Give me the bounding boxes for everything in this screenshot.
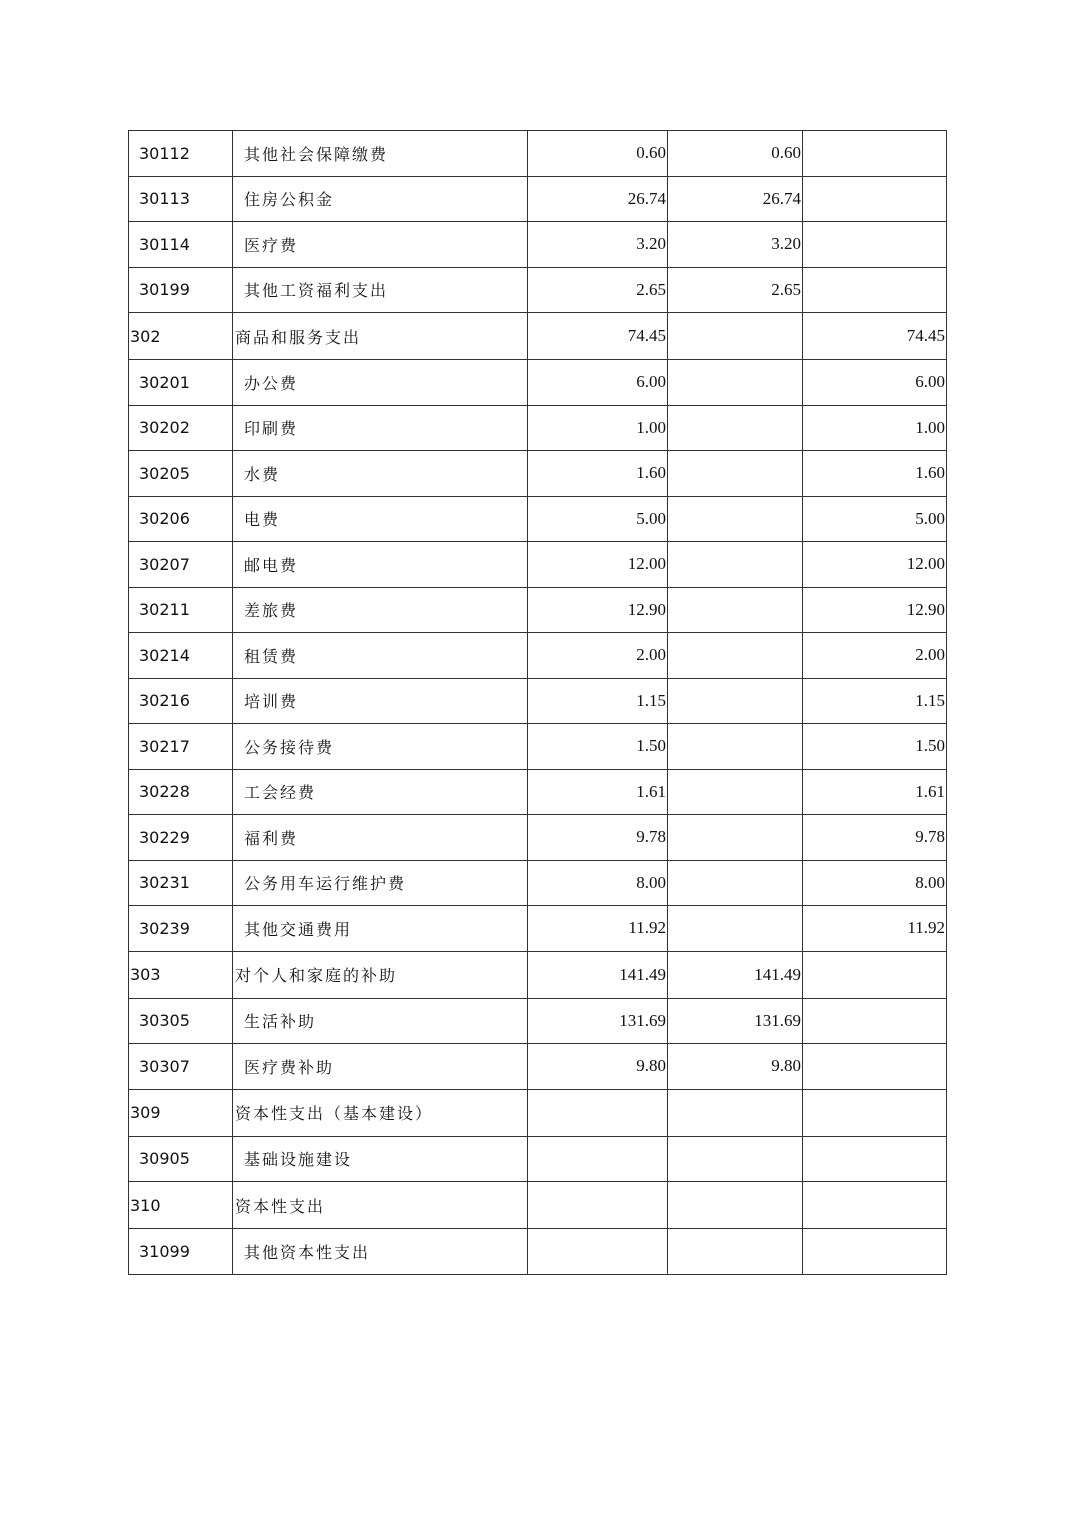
table-body xyxy=(129,131,947,1275)
total-amount-cell: 8.00 xyxy=(528,860,668,906)
project-expenditure-cell xyxy=(803,176,947,222)
total-amount-cell: 2.65 xyxy=(528,267,668,313)
economic-code-cell: 30239 xyxy=(129,906,233,952)
basic-expenditure-cell xyxy=(668,1229,803,1275)
item-name-cell: 电费 xyxy=(233,496,528,542)
item-name-cell: 差旅费 xyxy=(233,587,528,633)
item-name-cell: 水费 xyxy=(233,451,528,497)
item-name-cell: 对个人和家庭的补助 xyxy=(233,951,528,998)
total-amount-cell: 1.00 xyxy=(528,405,668,451)
project-expenditure-cell xyxy=(803,1182,947,1229)
item-name-cell: 住房公积金 xyxy=(233,176,528,222)
item-name-cell: 租赁费 xyxy=(233,633,528,679)
economic-code-cell: 30114 xyxy=(129,222,233,268)
table-row xyxy=(129,176,947,222)
item-name-cell: 其他交通费用 xyxy=(233,906,528,952)
total-amount-cell: 26.74 xyxy=(528,176,668,222)
item-name-cell: 生活补助 xyxy=(233,998,528,1044)
table-row xyxy=(129,998,947,1044)
table-row xyxy=(129,769,947,815)
table-row xyxy=(129,542,947,588)
item-name-cell: 培训费 xyxy=(233,678,528,724)
project-expenditure-cell: 5.00 xyxy=(803,496,947,542)
basic-expenditure-cell xyxy=(668,451,803,497)
economic-code-cell: 30216 xyxy=(129,678,233,724)
economic-code-cell: 30231 xyxy=(129,860,233,906)
total-amount-cell: 2.00 xyxy=(528,633,668,679)
total-amount-cell: 1.50 xyxy=(528,724,668,770)
item-name-cell: 福利费 xyxy=(233,815,528,861)
basic-expenditure-cell xyxy=(668,360,803,406)
total-amount-cell: 9.80 xyxy=(528,1044,668,1090)
basic-expenditure-cell xyxy=(668,1089,803,1136)
total-amount-cell xyxy=(528,1229,668,1275)
project-expenditure-cell: 1.00 xyxy=(803,405,947,451)
project-expenditure-cell xyxy=(803,1136,947,1182)
economic-code-cell: 30202 xyxy=(129,405,233,451)
economic-code-cell: 30201 xyxy=(129,360,233,406)
basic-expenditure-cell xyxy=(668,405,803,451)
table-row xyxy=(129,1136,947,1182)
total-amount-cell: 1.61 xyxy=(528,769,668,815)
category-row xyxy=(129,313,947,360)
project-expenditure-cell: 74.45 xyxy=(803,313,947,360)
basic-expenditure-cell: 9.80 xyxy=(668,1044,803,1090)
item-name-cell: 印刷费 xyxy=(233,405,528,451)
project-expenditure-cell: 1.61 xyxy=(803,769,947,815)
basic-expenditure-cell xyxy=(668,542,803,588)
project-expenditure-cell: 2.00 xyxy=(803,633,947,679)
basic-expenditure-cell xyxy=(668,496,803,542)
project-expenditure-cell: 11.92 xyxy=(803,906,947,952)
table-row xyxy=(129,815,947,861)
basic-expenditure-cell xyxy=(668,313,803,360)
total-amount-cell: 1.60 xyxy=(528,451,668,497)
project-expenditure-cell: 12.00 xyxy=(803,542,947,588)
basic-expenditure-cell xyxy=(668,678,803,724)
project-expenditure-cell: 1.50 xyxy=(803,724,947,770)
basic-expenditure-cell: 131.69 xyxy=(668,998,803,1044)
project-expenditure-cell: 6.00 xyxy=(803,360,947,406)
total-amount-cell: 9.78 xyxy=(528,815,668,861)
project-expenditure-cell xyxy=(803,267,947,313)
basic-expenditure-cell: 0.60 xyxy=(668,131,803,177)
total-amount-cell: 11.92 xyxy=(528,906,668,952)
basic-expenditure-cell: 3.20 xyxy=(668,222,803,268)
item-name-cell: 邮电费 xyxy=(233,542,528,588)
table-row xyxy=(129,451,947,497)
item-name-cell: 基础设施建设 xyxy=(233,1136,528,1182)
project-expenditure-cell: 8.00 xyxy=(803,860,947,906)
total-amount-cell xyxy=(528,1136,668,1182)
project-expenditure-cell xyxy=(803,998,947,1044)
table-row xyxy=(129,360,947,406)
project-expenditure-cell xyxy=(803,1044,947,1090)
item-name-cell: 医疗费补助 xyxy=(233,1044,528,1090)
basic-expenditure-cell xyxy=(668,769,803,815)
item-name-cell: 资本性支出（基本建设） xyxy=(233,1089,528,1136)
expenditure-table xyxy=(128,130,947,1275)
basic-expenditure-cell xyxy=(668,724,803,770)
project-expenditure-cell: 1.15 xyxy=(803,678,947,724)
total-amount-cell xyxy=(528,1182,668,1229)
item-name-cell: 公务接待费 xyxy=(233,724,528,770)
project-expenditure-cell xyxy=(803,1089,947,1136)
table-row xyxy=(129,131,947,177)
item-name-cell: 工会经费 xyxy=(233,769,528,815)
economic-code-cell: 309 xyxy=(129,1089,233,1136)
total-amount-cell: 1.15 xyxy=(528,678,668,724)
economic-code-cell: 302 xyxy=(129,313,233,360)
total-amount-cell: 12.00 xyxy=(528,542,668,588)
economic-code-cell: 30112 xyxy=(129,131,233,177)
basic-expenditure-cell: 141.49 xyxy=(668,951,803,998)
table-row xyxy=(129,222,947,268)
economic-code-cell: 30199 xyxy=(129,267,233,313)
table-row xyxy=(129,724,947,770)
item-name-cell: 办公费 xyxy=(233,360,528,406)
project-expenditure-cell xyxy=(803,1229,947,1275)
table-row xyxy=(129,496,947,542)
total-amount-cell: 141.49 xyxy=(528,951,668,998)
table-row xyxy=(129,860,947,906)
project-expenditure-cell: 9.78 xyxy=(803,815,947,861)
economic-code-cell: 30305 xyxy=(129,998,233,1044)
project-expenditure-cell: 1.60 xyxy=(803,451,947,497)
total-amount-cell xyxy=(528,1089,668,1136)
economic-code-cell: 30113 xyxy=(129,176,233,222)
economic-code-cell: 31099 xyxy=(129,1229,233,1275)
economic-code-cell: 30205 xyxy=(129,451,233,497)
table-row xyxy=(129,1229,947,1275)
economic-code-cell: 30905 xyxy=(129,1136,233,1182)
table-row xyxy=(129,587,947,633)
category-row xyxy=(129,951,947,998)
total-amount-cell: 0.60 xyxy=(528,131,668,177)
basic-expenditure-cell xyxy=(668,587,803,633)
basic-expenditure-cell: 2.65 xyxy=(668,267,803,313)
basic-expenditure-cell xyxy=(668,815,803,861)
total-amount-cell: 74.45 xyxy=(528,313,668,360)
basic-expenditure-cell xyxy=(668,633,803,679)
table-row xyxy=(129,405,947,451)
total-amount-cell: 131.69 xyxy=(528,998,668,1044)
economic-code-cell: 30217 xyxy=(129,724,233,770)
total-amount-cell: 12.90 xyxy=(528,587,668,633)
item-name-cell: 医疗费 xyxy=(233,222,528,268)
category-row xyxy=(129,1182,947,1229)
economic-code-cell: 30307 xyxy=(129,1044,233,1090)
table-row xyxy=(129,633,947,679)
item-name-cell: 商品和服务支出 xyxy=(233,313,528,360)
project-expenditure-cell: 12.90 xyxy=(803,587,947,633)
economic-code-cell: 30228 xyxy=(129,769,233,815)
total-amount-cell: 6.00 xyxy=(528,360,668,406)
item-name-cell: 其他工资福利支出 xyxy=(233,267,528,313)
basic-expenditure-cell: 26.74 xyxy=(668,176,803,222)
table-row xyxy=(129,267,947,313)
table-row xyxy=(129,678,947,724)
item-name-cell: 资本性支出 xyxy=(233,1182,528,1229)
basic-expenditure-cell xyxy=(668,1136,803,1182)
economic-code-cell: 310 xyxy=(129,1182,233,1229)
total-amount-cell: 3.20 xyxy=(528,222,668,268)
total-amount-cell: 5.00 xyxy=(528,496,668,542)
project-expenditure-cell xyxy=(803,222,947,268)
basic-expenditure-cell xyxy=(668,860,803,906)
economic-code-cell: 30211 xyxy=(129,587,233,633)
project-expenditure-cell xyxy=(803,131,947,177)
project-expenditure-cell xyxy=(803,951,947,998)
economic-code-cell: 30206 xyxy=(129,496,233,542)
economic-code-cell: 30214 xyxy=(129,633,233,679)
table-row xyxy=(129,1044,947,1090)
item-name-cell: 其他社会保障缴费 xyxy=(233,131,528,177)
economic-code-cell: 30229 xyxy=(129,815,233,861)
table-row xyxy=(129,906,947,952)
basic-expenditure-cell xyxy=(668,1182,803,1229)
basic-expenditure-cell xyxy=(668,906,803,952)
economic-code-cell: 30207 xyxy=(129,542,233,588)
economic-code-cell: 303 xyxy=(129,951,233,998)
item-name-cell: 其他资本性支出 xyxy=(233,1229,528,1275)
item-name-cell: 公务用车运行维护费 xyxy=(233,860,528,906)
category-row xyxy=(129,1089,947,1136)
